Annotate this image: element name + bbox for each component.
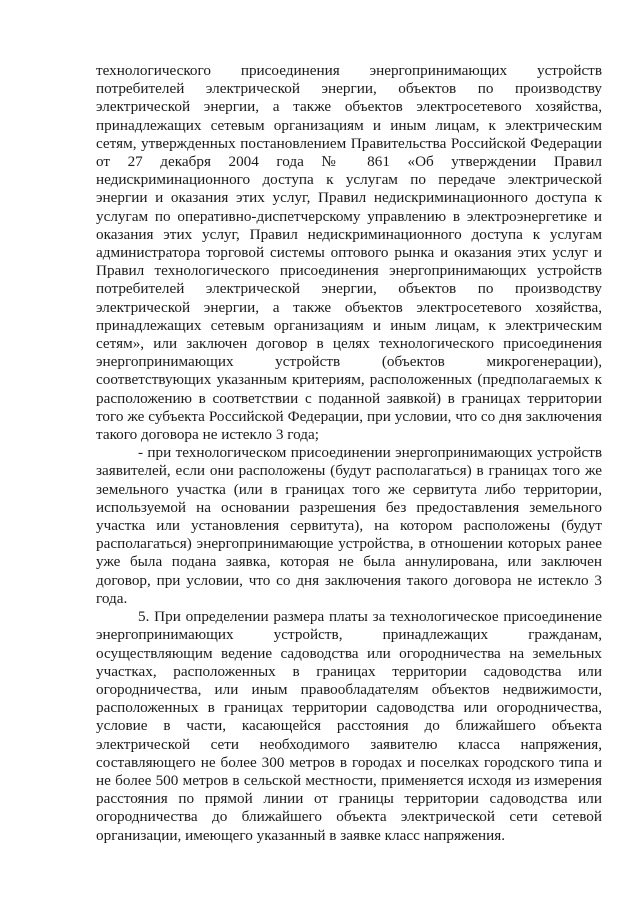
paragraph-continuation: технологического присоединения энергопринимающих устройств потребителей электрической энергии, объектов по производству электрической энергии, а также объектов электросетевого хозяйства, принадлежащих сетевым организациям и иным лицам, к электрическим сетям, утвержденных постановлением Правительства Российской Федерации от 27 декабря 2004 года № 861 «Об утверждении Правил недискриминационного доступа к услугам по передаче электрической энергии и оказания этих услуг, Правил недискриминационного доступа к услугам по оперативно-диспетчерскому управлению в электроэнергетике и оказания этих услуг, Правил недискриминационного доступа к услугам администратора торговой системы оптового рынка и оказания этих услуг и Правил технологического присоединения энергопринимающих устройств потребителей электрической энергии, объектов по производству электрической энергии, а также объектов электросетевого хозяйства, принадлежащих сетевым организациям и иным лицам, к электрическим сетям», или заключен договор в целях технологического присоединения энергопринимающих устройств (объектов микрогенерации), соответствующих указанным критериям, расположенных (предполагаемых к расположению в соответствии с поданной заявкой) в границах территории того же субъекта Российской Федерации, при условии, что со дня заключения такого договора не истекло 3 года; [96,62,602,444]
paragraph-bullet: - при технологическом присоединении энергопринимающих устройств заявителей, если они расположены (будут располагаться) в границах того же земельного участка (или в границах того же сервитута либо территории, используемой на основании разрешения без предоставления земельного участка или установления сервитута), на котором расположены (будут располагаться) энергопринимающие устройства, в отношении которых ранее уже была подана заявка, которая не была аннулирована, или заключен договор, при условии, что со дня заключения такого договора не истекло 3 года. [96,444,602,607]
document-page [96,62,602,845]
paragraph-item-5: 5. При определении размера платы за технологическое присоединение энергопринимающих устройств, принадлежащих гражданам, осуществляющим ведение садоводства или огородничества на земельных участках, расположенных в границах территории садоводства или огородничества, или иным правообладателям объектов недвижимости, расположенных в границах территории садоводства или огородничества, условие в части, касающейся расстояния до ближайшего объекта электрической сети необходимого заявителю класса напряжения, составляющего не более 300 метров в городах и поселках городского типа и не более 500 метров в сельской местности, применяется исходя из измерения расстояния по прямой линии от границы территории садоводства или огородничества до ближайшего объекта электрической сети сетевой организации, имеющего указанный в заявке класс напряжения. [96,608,602,844]
